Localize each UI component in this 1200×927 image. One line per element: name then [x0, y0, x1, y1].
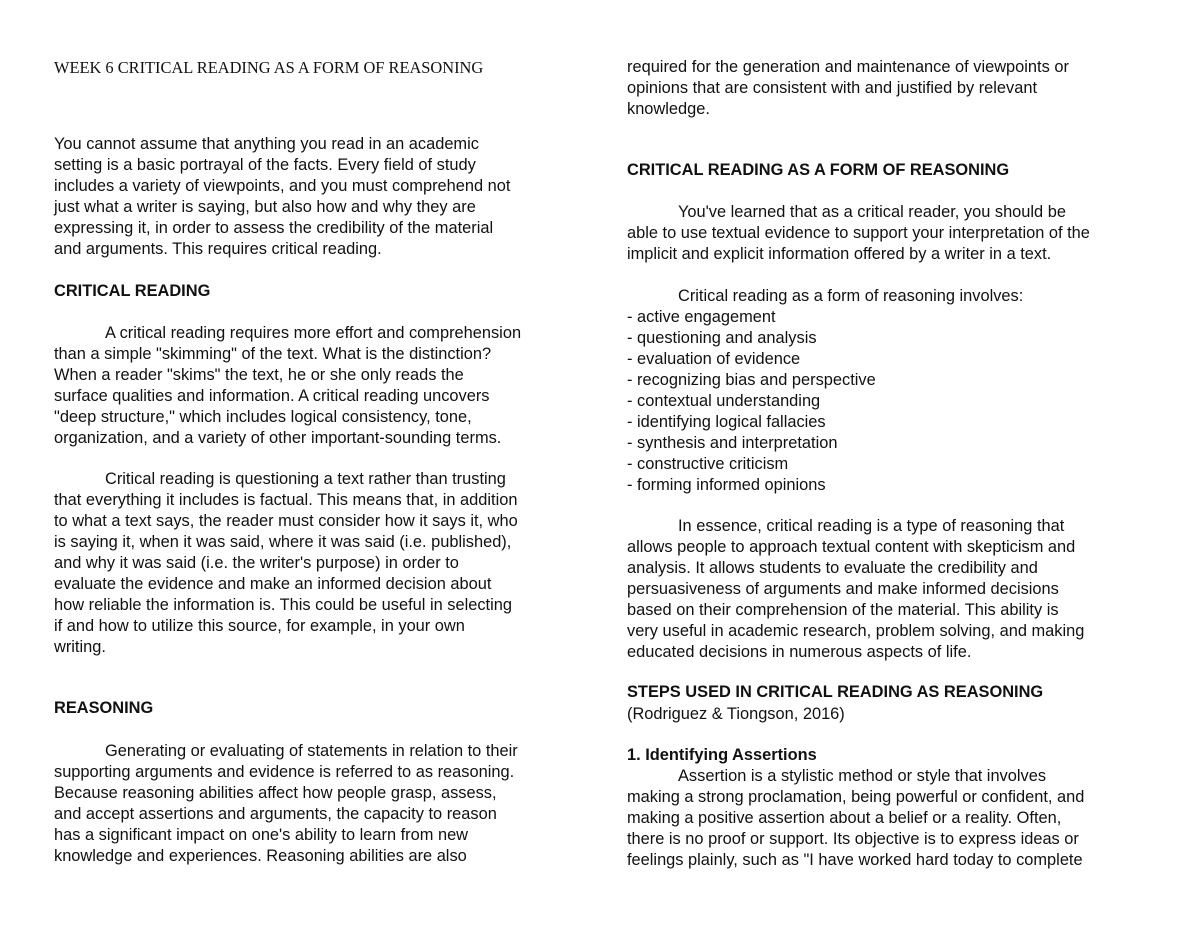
critical-reading-heading: CRITICAL READING	[54, 282, 211, 300]
continuation-line: opinions that are consistent with and justified by relevant	[627, 79, 1038, 97]
list-item: - contextual understanding	[627, 392, 821, 410]
list-item: - synthesis and interpretation	[627, 434, 838, 452]
critical-reading-para1-line: surface qualities and information. A critical reading uncovers	[54, 387, 490, 405]
critical-reading-para1-line: "deep structure," which includes logical consistency, tone,	[54, 408, 472, 426]
week-title: WEEK 6 CRITICAL READING AS A FORM OF REASONING	[54, 58, 484, 77]
critical-reading-para2-line: Critical reading is questioning a text rather than trusting	[105, 470, 506, 488]
intro-line: You cannot assume that anything you read in an academic	[54, 135, 479, 153]
intro-line: setting is a basic portrayal of the facts. Every field of study	[54, 156, 476, 174]
critical-reading-para2-line: writing.	[54, 638, 106, 656]
intro-line: just what a writer is saying, but also how and why they are	[54, 198, 476, 216]
list-item: - questioning and analysis	[627, 329, 817, 347]
step1-para-line: there is no proof or support. Its objective is to express ideas or	[627, 830, 1079, 848]
reasoning-para-line: supporting arguments and evidence is referred to as reasoning.	[54, 763, 515, 781]
critical-reading-para1-line: than a simple "skimming" of the text. What is the distinction?	[54, 345, 492, 363]
steps-heading: STEPS USED IN CRITICAL READING AS REASONING	[627, 683, 1044, 701]
list-item: - active engagement	[627, 308, 776, 326]
reasoning-para-line: has a significant impact on one's ability to learn from new	[54, 826, 469, 844]
list-item: - recognizing bias and perspective	[627, 371, 876, 389]
step1-para-line: making a strong proclamation, being powerful or confident, and	[627, 788, 1085, 806]
continuation-line: knowledge.	[627, 100, 710, 118]
steps-citation: (Rodriguez & Tiongson, 2016)	[627, 705, 845, 723]
critical-reading-para1-line: organization, and a variety of other important-sounding terms.	[54, 429, 502, 447]
reasoning-para-line: and accept assertions and arguments, the capacity to reason	[54, 805, 497, 823]
learned-para-line: able to use textual evidence to support your interpretation of the	[627, 224, 1090, 242]
step1-para-line: feelings plainly, such as "I have worked hard today to complete	[627, 851, 1083, 869]
critical-reading-para2-line: to what a text says, the reader must consider how it says it, who	[54, 512, 518, 530]
essence-para-line: educated decisions in numerous aspects of life.	[627, 643, 972, 661]
involves-intro: Critical reading as a form of reasoning involves:	[678, 287, 1024, 305]
reasoning-heading: REASONING	[54, 699, 154, 717]
critical-reading-para2-line: evaluate the evidence and make an informed decision about	[54, 575, 492, 593]
critical-reading-para1-line: When a reader "skims" the text, he or she only reads the	[54, 366, 464, 384]
list-item: - evaluation of evidence	[627, 350, 801, 368]
learned-para-line: implicit and explicit information offered by a writer in a text.	[627, 245, 1052, 263]
continuation-line: required for the generation and maintenance of viewpoints or	[627, 58, 1069, 76]
essence-para-line: allows people to approach textual content with skepticism and	[627, 538, 1076, 556]
essence-para-line: In essence, critical reading is a type of reasoning that	[678, 517, 1065, 535]
essence-para-line: very useful in academic research, problem solving, and making	[627, 622, 1085, 640]
reasoning-para-line: Because reasoning abilities affect how people grasp, assess,	[54, 784, 497, 802]
reasoning-para-line: Generating or evaluating of statements in relation to their	[105, 742, 518, 760]
step1-heading: 1. Identifying Assertions	[627, 746, 817, 764]
critical-reading-para1-line: A critical reading requires more effort and comprehension	[105, 324, 522, 342]
section-heading: CRITICAL READING AS A FORM OF REASONING	[627, 161, 1010, 179]
reasoning-para-line: knowledge and experiences. Reasoning abilities are also	[54, 847, 467, 865]
list-item: - constructive criticism	[627, 455, 789, 473]
list-item: - identifying logical fallacies	[627, 413, 826, 431]
learned-para-line: You've learned that as a critical reader, you should be	[678, 203, 1066, 221]
critical-reading-para2-line: and why it was said (i.e. the writer's purpose) in order to	[54, 554, 459, 572]
critical-reading-para2-line: if and how to utilize this source, for example, in your own	[54, 617, 465, 635]
list-item: - forming informed opinions	[627, 476, 826, 494]
critical-reading-para2-line: how reliable the information is. This could be useful in selecting	[54, 596, 512, 614]
essence-para-line: analysis. It allows students to evaluate the credibility and	[627, 559, 1038, 577]
intro-line: and arguments. This requires critical reading.	[54, 240, 382, 258]
essence-para-line: persuasiveness of arguments and make informed decisions	[627, 580, 1059, 598]
step1-para-line: making a positive assertion about a belief or a reality. Often,	[627, 809, 1062, 827]
critical-reading-para2-line: is saying it, when it was said, where it was said (i.e. published),	[54, 533, 512, 551]
critical-reading-para2-line: that everything it includes is factual. This means that, in addition	[54, 491, 518, 509]
intro-line: includes a variety of viewpoints, and you must comprehend not	[54, 177, 511, 195]
step1-para-line: Assertion is a stylistic method or style that involves	[678, 767, 1047, 785]
intro-line: expressing it, in order to assess the credibility of the material	[54, 219, 494, 237]
essence-para-line: based on their comprehension of the material. This ability is	[627, 601, 1059, 619]
